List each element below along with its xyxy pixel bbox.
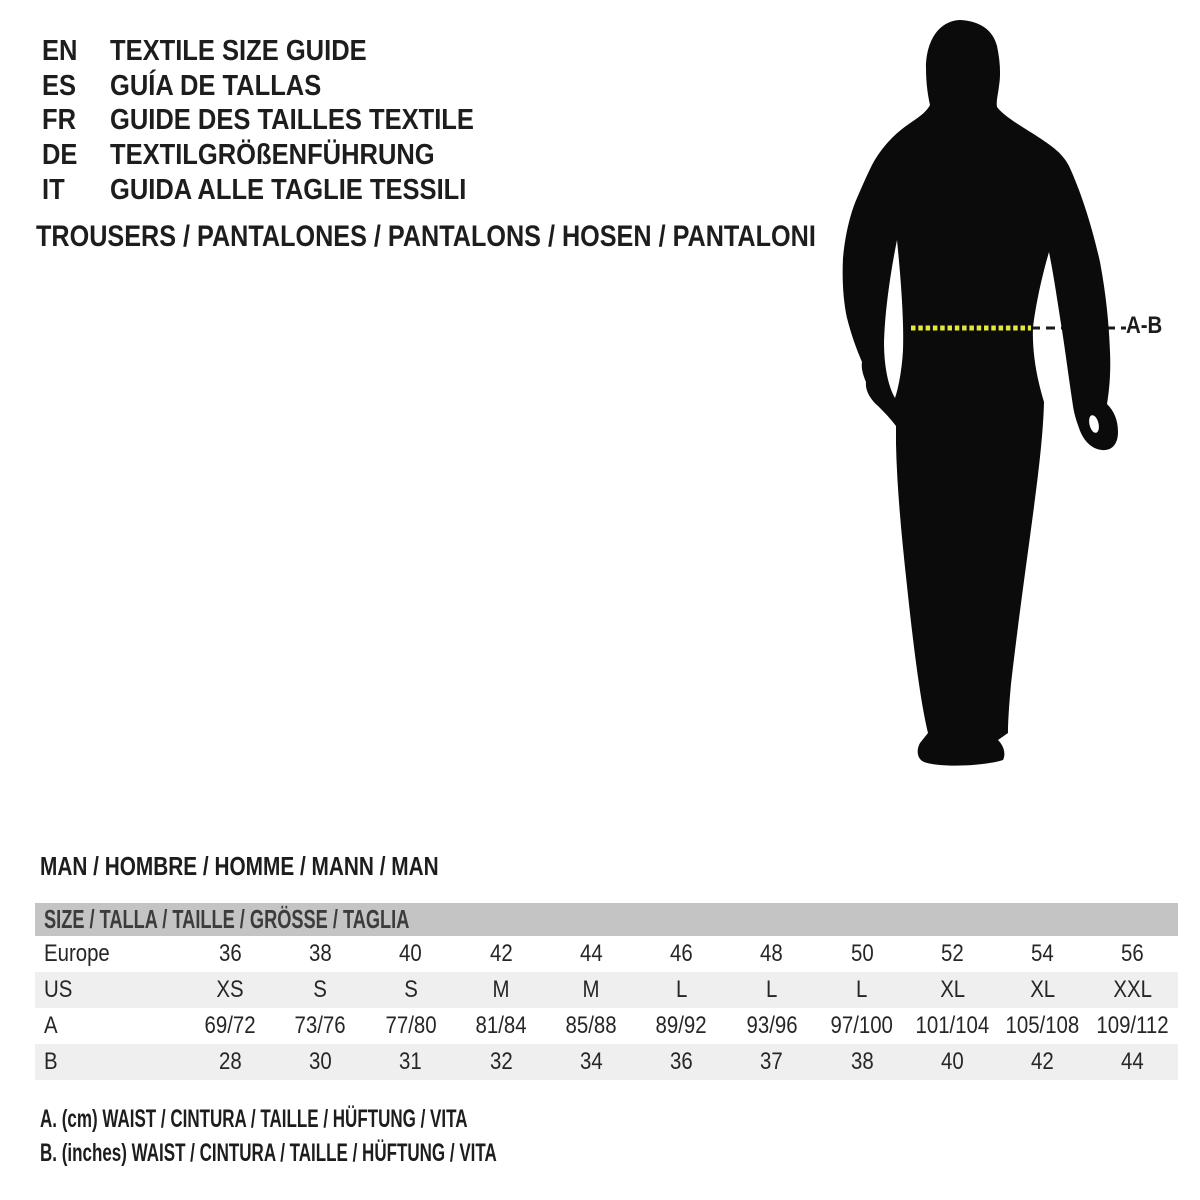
size-value: L <box>856 976 868 1003</box>
language-label: GUIDA ALLE TAGLIE TESSILI <box>110 173 467 206</box>
size-value: 50 <box>850 940 874 967</box>
size-value: 56 <box>1121 940 1145 967</box>
size-value: XL <box>1030 976 1056 1003</box>
footnote-a-cm: A. (cm) WAIST / CINTURA / TAILLE / HÜFTUNG / VITA <box>40 1105 468 1133</box>
size-value: L <box>675 976 688 1003</box>
size-value: 109/112 <box>1096 1012 1169 1039</box>
language-row-de <box>42 140 524 175</box>
language-row-en <box>42 36 524 71</box>
language-code: EN <box>42 35 78 67</box>
table-row-b-inches <box>35 1044 1178 1080</box>
table-row-us <box>35 972 1178 1008</box>
size-value: 40 <box>399 940 423 967</box>
size-value: 69/72 <box>204 1012 256 1039</box>
language-label: TEXTILGRÖßENFÜHRUNG <box>110 139 435 172</box>
size-value: 81/84 <box>475 1012 527 1039</box>
language-code: DE <box>42 139 78 172</box>
row-label: A <box>44 1012 58 1039</box>
size-value: M <box>492 976 510 1003</box>
size-value: 54 <box>1031 940 1054 967</box>
man-silhouette-path <box>843 20 1118 766</box>
language-code: IT <box>42 173 65 206</box>
size-value: 44 <box>1121 1048 1145 1075</box>
size-value: 77/80 <box>385 1012 437 1039</box>
size-value: 44 <box>579 940 603 967</box>
size-value: 38 <box>309 940 332 967</box>
size-value: 36 <box>670 1048 693 1075</box>
size-value: S <box>313 976 328 1003</box>
row-label: US <box>44 976 73 1003</box>
size-value: 85/88 <box>565 1012 617 1039</box>
size-value: 89/92 <box>655 1012 707 1039</box>
size-value: L <box>766 976 778 1003</box>
language-label: GUIDE DES TAILLES TEXTILE <box>110 104 474 137</box>
size-value: 48 <box>760 940 784 967</box>
size-table-header: SIZE / TALLA / TAILLE / GRÖSSE / TAGLIA <box>35 903 1178 936</box>
size-value: 42 <box>1031 1048 1054 1075</box>
size-value: S <box>403 976 418 1003</box>
language-row-fr <box>42 105 524 140</box>
size-value: 37 <box>760 1048 784 1075</box>
language-label: GUÍA DE TALLAS <box>110 69 322 102</box>
size-value: 101/104 <box>915 1012 990 1039</box>
garment-title: TROUSERS / PANTALONES / PANTALONS / HOSEN / PANTALONI <box>36 220 816 253</box>
size-value: 105/108 <box>1005 1012 1080 1039</box>
size-value: 52 <box>940 940 964 967</box>
language-label: TEXTILE SIZE GUIDE <box>110 35 367 67</box>
size-value: 73/76 <box>294 1012 346 1039</box>
table-row-a-cm <box>35 1008 1178 1044</box>
size-value: 31 <box>399 1048 423 1075</box>
size-value: M <box>582 976 600 1003</box>
language-row-es <box>42 71 524 106</box>
table-row-europe <box>35 936 1178 972</box>
size-value: XXL <box>1113 976 1153 1003</box>
language-row-it <box>42 175 524 210</box>
size-value: 40 <box>940 1048 964 1075</box>
measure-label: A-B <box>1126 312 1163 339</box>
footnote-b-inches: B. (inches) WAIST / CINTURA / TAILLE / HÜFTUNG / VITA <box>40 1139 497 1167</box>
size-value: 42 <box>489 940 513 967</box>
gender-title: MAN / HOMBRE / HOMME / MANN / MAN <box>40 851 439 881</box>
size-value: 34 <box>579 1048 603 1075</box>
size-value: 38 <box>850 1048 874 1075</box>
man-silhouette-figure <box>840 12 1170 802</box>
row-label: B <box>44 1048 58 1075</box>
size-table <box>35 903 1178 1080</box>
language-code: ES <box>42 69 77 102</box>
size-value: 32 <box>489 1048 513 1075</box>
size-value: 97/100 <box>830 1012 894 1039</box>
size-value: 93/96 <box>746 1012 798 1039</box>
size-value: XL <box>939 976 965 1003</box>
language-code: FR <box>42 104 77 137</box>
size-value: 30 <box>309 1048 332 1075</box>
size-value: XS <box>216 976 244 1003</box>
size-value: 36 <box>218 940 242 967</box>
row-label: Europe <box>44 940 110 967</box>
language-title-list <box>42 36 524 209</box>
size-value: 46 <box>670 940 693 967</box>
size-value: 28 <box>218 1048 242 1075</box>
